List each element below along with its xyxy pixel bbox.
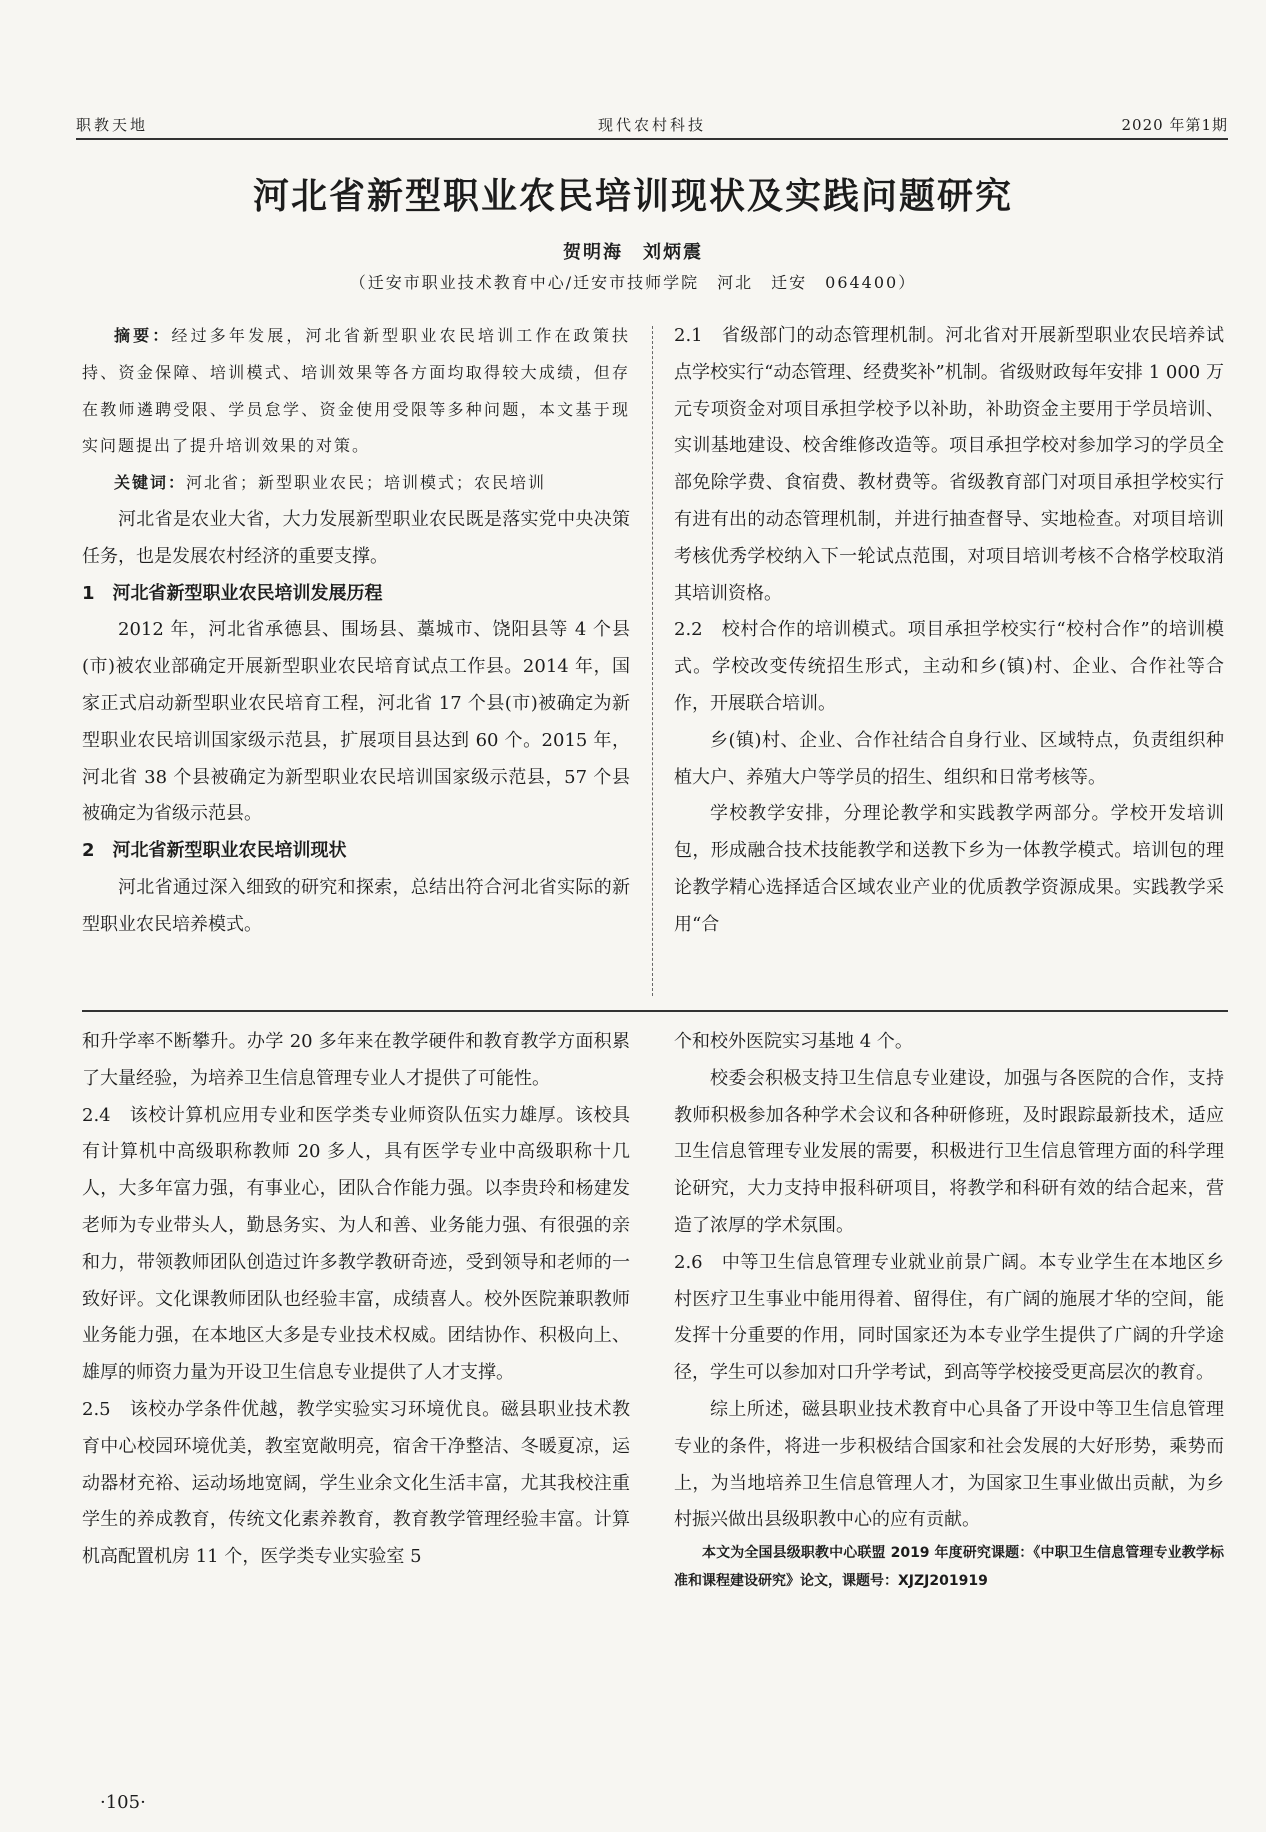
header-journal-name: 现代农村科技 xyxy=(597,116,706,134)
intro-paragraph: 河北省是农业大省，大力发展新型职业农民既是落实党中央决策任务，也是发展农村经济的重要支撑。 xyxy=(82,508,630,567)
section-2-6-paragraph: 2.6 中等卫生信息管理专业就业前景广阔。本专业学生在本地区乡村医疗卫生事业中能用得着、留得住，有广阔的施展才华的空间，能发挥十分重要的作用，同时国家还为本专业学生提供了广阔的升学途径，学生可以参加对口升学考试，到高等学校接受更高层次的教育。 xyxy=(674,1251,1224,1384)
article-authors: 贺明海 刘炳震 xyxy=(563,242,703,263)
abstract-label: 摘要： xyxy=(114,326,172,345)
author-affiliation: （迁安市职业技术教育中心/迁安市技师学院 河北 迁安 064400） xyxy=(349,273,917,292)
abstract xyxy=(82,318,630,465)
page-number: ·105· xyxy=(100,1792,146,1813)
running-header xyxy=(76,108,1228,138)
article-title: 河北省新型职业农民培训现状及实践问题研究 xyxy=(252,176,1013,217)
column-divider xyxy=(652,326,653,996)
funding-footnote: 本文为全国县级职教中心联盟 2019 年度研究课题：《中职卫生信息管理专业教学标准和课程建设研究》论文，课题号：XJZJ201919 xyxy=(674,1545,1224,1590)
abstract-text: 经过多年发展，河北省新型职业农民培训工作在政策扶持、资金保障、培训模式、培训效果等各方面均取得较大成绩，但存在教师遴聘受限、学员怠学、资金使用受限等多种问题，本文基于现实问题提出了提升培训效果的对策。 xyxy=(82,326,630,456)
keywords-text: 河北省；新型职业农民；培训模式；农民培训 xyxy=(186,473,547,493)
continued-paragraph-right: 个和校外医院实习基地 4 个。 xyxy=(674,1031,913,1052)
header-column-name: 职教天地 xyxy=(76,116,149,134)
conclusion-paragraph: 综上所述，磁县职业技术教育中心具备了开设中等卫生信息管理专业的条件，将进一步积极结合国家和社会发展的大好形势，乘势而上，为当地培养卫生信息管理人才，为国家卫生事业做出贡献，为乡村振兴做出县级职教中心的应有贡献。 xyxy=(674,1398,1224,1531)
section-2-5-paragraph: 2.5 该校办学条件优越，教学实验实习环境优良。磁县职业技术教育中心校园环境优美，教室宽敞明亮，宿舍干净整洁、冬暖夏凉，运动器材充裕、运动场地宽阔，学生业余文化生活丰富，尤其我校注重学生的养成教育，传统文化素养教育，教育教学管理经验丰富。计算机高配置机房 11 个，医学类专业实验室 5 xyxy=(82,1398,630,1568)
section-2-1-paragraph: 2.1 省级部门的动态管理机制。河北省对开展新型职业农民培养试点学校实行“动态管理、经费奖补”机制。省级财政每年安排 1 000 万元专项资金对项目承担学校予以补助，补助资金主要用于学员培训、实训基地建设、校舍维修改造等。项目承担学校对参加学习的学员全部免除学费、食宿费、教材费等。省级教育部门对项目承担学校实行有进有出的动态管理机制，并进行抽查督导、实地检查。对项目培训考核优秀学校纳入下一轮试点范围，对项目培训考核不合格学校取消其培训资格。 xyxy=(674,325,1224,604)
keywords xyxy=(82,465,630,502)
section-1-heading: 1 河北省新型职业农民培训发展历程 xyxy=(82,582,383,604)
section-2-heading: 2 河北省新型职业农民培训现状 xyxy=(82,840,347,862)
section-2-2-paragraph: 2.2 校村合作的培训模式。项目承担学校实行“校村合作”的培训模式。学校改变传统招生形式，主动和乡(镇)村、企业、合作社等合作，开展联合培训。 xyxy=(674,619,1224,714)
section-2-paragraph: 河北省通过深入细致的研究和探索，总结出符合河北省实际的新型职业农民培养模式。 xyxy=(82,876,630,935)
section-2-4-paragraph: 2.4 该校计算机应用专业和医学类专业师资队伍实力雄厚。该校具有计算机中高级职称教师 20 多人，具有医学专业中高级职称十几人，大多年富力强，有事业心，团队合作能力强。以李贵玲和杨建发老师为专业带头人，勤恳务实、为人和善、业务能力强、有很强的亲和力，带领教师团队创造过许多教学教研奇迹，受到领导和老师的一致好评。文化课教师团队也经验丰富，成绩喜人。校外医院兼职教师业务能力强，在本地区大多是专业技术权威。团结协作、积极向上、雄厚的师资力量为开设卫生信息专业提供了人才支撑。 xyxy=(82,1104,630,1384)
lower-left-column xyxy=(82,1024,630,1576)
upper-right-column xyxy=(674,318,1224,944)
section-2-2-paragraph-b: 乡(镇)村、企业、合作社结合自身行业、区域特点，负责组织种植大户、养殖大户等学员的招生、组织和日常考核等。 xyxy=(674,729,1224,788)
section-2-2-paragraph-c: 学校教学安排，分理论教学和实践教学两部分。学校开发培训包，形成融合技术技能教学和送教下乡为一体教学模式。培训包的理论教学精心选择适合区域农业产业的优质教学资源成果。实践教学采用“合 xyxy=(674,803,1224,935)
continued-paragraph: 和升学率不断攀升。办学 20 多年来在教学硬件和教育教学方面积累了大量经验，为培养卫生信息管理专业人才提供了可能性。 xyxy=(82,1031,630,1089)
support-paragraph: 校委会积极支持卫生信息专业建设，加强与各医院的合作，支持教师积极参加各种学术会议和各种研修班，及时跟踪最新技术，适应卫生信息管理专业发展的需要，积极进行卫生信息管理方面的科学理论研究，大力支持申报科研项目，将教学和科研有效的结合起来，营造了浓厚的学术氛围。 xyxy=(674,1067,1224,1236)
section-1-paragraph: 2012 年，河北省承德县、围场县、藁城市、饶阳县等 4 个县(市)被农业部确定开展新型职业农民培育试点工作县。2014 年，国家正式启动新型职业农民培育工程，河北省 17 个县(市)被确定为新型职业农民培训国家级示范县，扩展项目县达到 60 个。2015 年，河北省 38 个县被确定为新型职业农民培训国家级示范县，57 个县被确定为省级示范县。 xyxy=(82,619,630,825)
keywords-label: 关键词： xyxy=(114,473,187,493)
lower-right-column xyxy=(674,1024,1224,1595)
header-rule xyxy=(76,138,1228,140)
header-issue: 2020 年第1期 xyxy=(1121,116,1228,134)
article-divider xyxy=(82,1010,1228,1012)
upper-left-column xyxy=(82,318,630,944)
